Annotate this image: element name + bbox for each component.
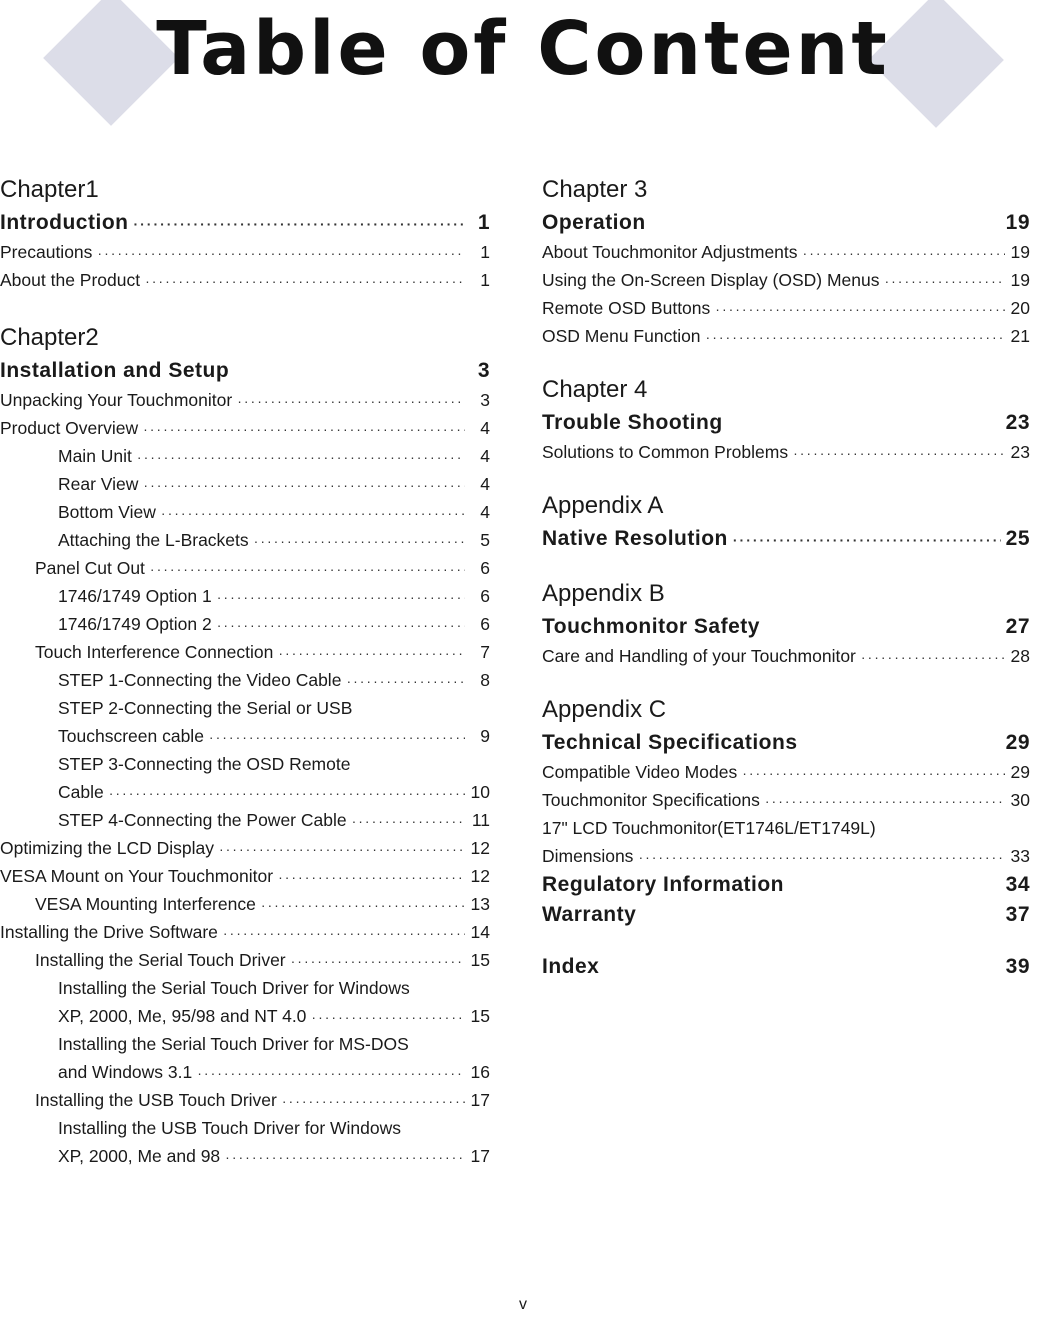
toc-heading-label: Introduction: [0, 211, 129, 234]
dot-leader: [254, 527, 465, 555]
toc-entry-label: 1746/1749 Option 1: [58, 586, 212, 606]
toc-entry-page: 17: [470, 1090, 490, 1110]
toc-heading-label: Installation and Setup: [0, 359, 230, 382]
toc-entry-page: 13: [470, 894, 490, 914]
toc-entry[interactable]: [0, 238, 490, 266]
toc-entry-page: 12: [470, 866, 490, 886]
chapter-label: Chapter2: [0, 324, 99, 351]
toc-heading-page: 37: [1005, 903, 1030, 926]
dot-leader: [161, 499, 465, 527]
toc-entry-label: STEP 3-Connecting the OSD Remote: [58, 754, 351, 774]
chapter-label: Appendix C: [542, 696, 667, 723]
toc-entry-label: Installing the Serial Touch Driver: [35, 950, 286, 970]
dot-leader: [97, 239, 465, 267]
toc-heading-trouble-shooting[interactable]: [542, 408, 1030, 438]
toc-heading-label: Operation: [542, 211, 646, 234]
toc-entry[interactable]: [0, 1002, 490, 1030]
toc-entry-label: Touchmonitor Specifications: [542, 790, 760, 810]
chapter-label: Chapter 3: [542, 176, 648, 203]
dot-leader: [884, 267, 1005, 295]
toc-entry-page: 1: [480, 242, 490, 262]
dot-leader: [225, 1143, 465, 1171]
toc-entry[interactable]: [542, 786, 1030, 814]
toc-heading-installation[interactable]: [0, 356, 490, 386]
toc-entry[interactable]: [0, 778, 490, 806]
toc-entry-label: Product Overview: [0, 418, 139, 438]
dot-leader: [237, 387, 465, 415]
toc-entry[interactable]: [0, 526, 490, 554]
toc-entry-page: 7: [480, 642, 490, 662]
toc-entry-page: 11: [471, 810, 490, 830]
toc-entry[interactable]: [0, 498, 490, 526]
toc-heading-page: 34: [1005, 873, 1030, 896]
toc-entry-label: Touch Interference Connection: [35, 642, 274, 662]
toc-entry[interactable]: [0, 1142, 490, 1170]
dot-leader: [861, 643, 1005, 671]
toc-entry-label: Precautions: [0, 242, 93, 262]
toc-heading-page: 1: [477, 211, 490, 234]
toc-entry[interactable]: [0, 414, 490, 442]
dot-leader: [742, 759, 1005, 787]
toc-entry-label: STEP 1-Connecting the Video Cable: [58, 670, 342, 690]
dot-leader: [261, 891, 465, 919]
toc-entry-page: 16: [470, 1062, 490, 1082]
toc-heading-label: Index: [542, 955, 600, 978]
toc-heading-label: Trouble Shooting: [542, 411, 723, 434]
toc-heading-label: Warranty: [542, 903, 637, 926]
chapter-label: Appendix B: [542, 580, 665, 607]
toc-entry-page: 8: [480, 670, 490, 690]
chapter-label: Chapter 4: [542, 376, 648, 403]
chapter-label: Chapter1: [0, 176, 99, 203]
toc-entry[interactable]: [0, 582, 490, 610]
toc-heading-technical-specifications[interactable]: [542, 728, 1030, 758]
toc-entry-page: 33: [1010, 846, 1030, 866]
toc-entry[interactable]: [0, 638, 490, 666]
dot-leader: [223, 919, 465, 947]
dot-leader: [109, 779, 465, 807]
toc-entry-page: 1: [480, 270, 490, 290]
toc-entry-page: 15: [470, 950, 490, 970]
toc-entry-label: XP, 2000, Me, 95/98 and NT 4.0: [58, 1006, 307, 1026]
dot-leader: [638, 843, 1005, 871]
toc-heading-page: 19: [1005, 211, 1030, 234]
dot-leader: [706, 323, 1005, 351]
toc-entry-page: 6: [480, 558, 490, 578]
toc-heading-regulatory-information[interactable]: [542, 870, 1030, 900]
page-number: v: [519, 1296, 527, 1313]
toc-entry-page: 28: [1010, 646, 1030, 666]
dot-leader: [143, 415, 465, 443]
dot-leader: [291, 947, 465, 975]
toc-entry[interactable]: [0, 1086, 490, 1114]
toc-entry-label: Remote OSD Buttons: [542, 298, 711, 318]
toc-entry-label: and Windows 3.1: [58, 1062, 193, 1082]
toc-entry-label: Installing the USB Touch Driver: [35, 1090, 277, 1110]
toc-entry[interactable]: [0, 750, 490, 778]
toc-entry-label: 17" LCD Touchmonitor(ET1746L/ET1749L): [542, 818, 876, 838]
toc-heading-page: 29: [1005, 731, 1030, 754]
toc-entry-label: Installing the Drive Software: [0, 922, 218, 942]
toc-entry[interactable]: [542, 238, 1030, 266]
toc-entry-label: Installing the Serial Touch Driver for Windows: [58, 978, 410, 998]
toc-heading-index[interactable]: [542, 952, 1030, 982]
dot-leader: [150, 555, 465, 583]
toc-entry-page: 4: [480, 502, 490, 522]
toc-entry[interactable]: [0, 386, 490, 414]
toc-entry[interactable]: [0, 722, 490, 750]
toc-entry-label: Optimizing the LCD Display: [0, 838, 214, 858]
toc-entry-page: 3: [480, 390, 490, 410]
toc-entry[interactable]: [542, 322, 1030, 350]
dot-leader: [715, 295, 1005, 323]
dot-leader: [217, 583, 465, 611]
toc-entry-label: Main Unit: [58, 446, 132, 466]
toc-entry[interactable]: [0, 1030, 490, 1058]
toc-entry[interactable]: [0, 974, 490, 1002]
toc-entry-page: 23: [1010, 442, 1030, 462]
toc-entry-page: 29: [1010, 762, 1030, 782]
toc-entry-page: 19: [1010, 242, 1030, 262]
dot-leader: [197, 1059, 465, 1087]
toc-entry-label: OSD Menu Function: [542, 326, 701, 346]
toc-entry-label: Attaching the L-Brackets: [58, 530, 249, 550]
toc-entry[interactable]: [542, 438, 1030, 466]
toc-entry-page: 4: [480, 446, 490, 466]
toc-entry-page: 14: [470, 922, 490, 942]
toc-entry-label: XP, 2000, Me and 98: [58, 1146, 221, 1166]
toc-entry-label: STEP 4-Connecting the Power Cable: [58, 810, 347, 830]
dot-leader: [137, 443, 465, 471]
toc-entry[interactable]: [542, 294, 1030, 322]
toc-heading-label: Native Resolution: [542, 527, 728, 550]
toc-entry-page: 12: [470, 838, 490, 858]
toc-heading-page: 27: [1005, 615, 1030, 638]
page-title: Table of Content: [156, 6, 890, 92]
dot-leader: [311, 1003, 465, 1031]
toc-entry-label: 1746/1749 Option 2: [58, 614, 212, 634]
dot-leader: [278, 863, 465, 891]
chapter-label: Appendix A: [542, 492, 664, 519]
toc-entry-page: 10: [470, 782, 490, 802]
toc-entry-page: 5: [480, 530, 490, 550]
toc-entry-page: 4: [480, 474, 490, 494]
toc-entry-label: Cable: [58, 782, 104, 802]
toc-entry[interactable]: [0, 554, 490, 582]
dot-leader: [143, 471, 465, 499]
toc-entry[interactable]: [542, 642, 1030, 670]
toc-entry-page: 21: [1010, 326, 1030, 346]
dot-leader: [145, 267, 465, 295]
toc-entry-label: VESA Mounting Interference: [35, 894, 256, 914]
toc-entry-page: 9: [480, 726, 490, 746]
toc-heading-page: 25: [1005, 527, 1030, 550]
toc-entry[interactable]: [0, 918, 490, 946]
dot-leader: [346, 667, 465, 695]
toc-entry[interactable]: [542, 266, 1030, 294]
toc-heading-page: 39: [1005, 955, 1030, 978]
toc-entry-page: 4: [480, 418, 490, 438]
toc-heading-label: Touchmonitor Safety: [542, 615, 760, 638]
dot-leader: [219, 835, 465, 863]
toc-heading-warranty[interactable]: [542, 900, 1030, 930]
dot-leader: [133, 209, 465, 239]
toc-entry[interactable]: [0, 442, 490, 470]
toc-entry[interactable]: [542, 758, 1030, 786]
dot-leader: [209, 723, 465, 751]
dot-leader: [278, 639, 465, 667]
dot-leader: [765, 787, 1005, 815]
toc-entry-label: STEP 2-Connecting the Serial or USB: [58, 698, 353, 718]
toc-entry-label: Bottom View: [58, 502, 156, 522]
toc-entry[interactable]: [542, 814, 1030, 842]
dot-leader: [803, 239, 1005, 267]
dot-leader: [793, 439, 1005, 467]
toc-entry-label: Using the On-Screen Display (OSD) Menus: [542, 270, 880, 290]
toc-entry[interactable]: [0, 890, 490, 918]
toc-entry[interactable]: [0, 946, 490, 974]
toc-entry-label: About the Product: [0, 270, 141, 290]
dot-leader: [282, 1087, 465, 1115]
toc-entry-label: Dimensions: [542, 846, 634, 866]
toc-entry[interactable]: [542, 842, 1030, 870]
toc-entry-page: 6: [480, 586, 490, 606]
toc-entry-label: Installing the Serial Touch Driver for MS-DOS: [58, 1034, 409, 1054]
toc-entry[interactable]: [0, 862, 490, 890]
toc-heading-label: Regulatory Information: [542, 873, 785, 896]
toc-right-column: [542, 172, 1030, 982]
toc-heading-native-resolution[interactable]: [542, 524, 1030, 554]
dot-leader: [217, 611, 465, 639]
toc-entry-page: 19: [1010, 270, 1030, 290]
toc-entry-page: 6: [480, 614, 490, 634]
toc-entry-page: 15: [470, 1006, 490, 1026]
toc-entry[interactable]: [0, 1114, 490, 1142]
toc-entry-label: Unpacking Your Touchmonitor: [0, 390, 233, 410]
toc-entry[interactable]: [0, 610, 490, 638]
toc-heading-introduction[interactable]: [0, 208, 490, 238]
toc-entry[interactable]: [0, 834, 490, 862]
toc-entry-label: Rear View: [58, 474, 139, 494]
toc-heading-label: Technical Specifications: [542, 731, 798, 754]
toc-entry-label: Installing the USB Touch Driver for Windows: [58, 1118, 402, 1138]
toc-entry-label: VESA Mount on Your Touchmonitor: [0, 866, 274, 886]
toc-entry-label: Panel Cut Out: [35, 558, 145, 578]
toc-entry[interactable]: [0, 1058, 490, 1086]
dot-leader: [733, 525, 1001, 555]
toc-entry-label: About Touchmonitor Adjustments: [542, 242, 798, 262]
toc-entry[interactable]: [0, 666, 490, 694]
toc-entry[interactable]: [0, 470, 490, 498]
toc-entry-page: 30: [1010, 790, 1030, 810]
toc-entry-label: Compatible Video Modes: [542, 762, 738, 782]
toc-entry-label: Care and Handling of your Touchmonitor: [542, 646, 856, 666]
toc-heading-page: 3: [477, 359, 490, 382]
toc-entry-page: 20: [1010, 298, 1030, 318]
toc-entry[interactable]: [0, 694, 490, 722]
toc-heading-operation[interactable]: [542, 208, 1030, 238]
toc-heading-page: 23: [1005, 411, 1030, 434]
toc-entry-page: 17: [470, 1146, 490, 1166]
toc-entry-label: Solutions to Common Problems: [542, 442, 789, 462]
toc-entry[interactable]: [0, 266, 490, 294]
toc-entry-label: Touchscreen cable: [58, 726, 204, 746]
toc-entry[interactable]: [0, 806, 490, 834]
toc-left-column: [0, 172, 490, 1170]
dot-leader: [352, 807, 465, 835]
toc-heading-touchmonitor-safety[interactable]: [542, 612, 1030, 642]
